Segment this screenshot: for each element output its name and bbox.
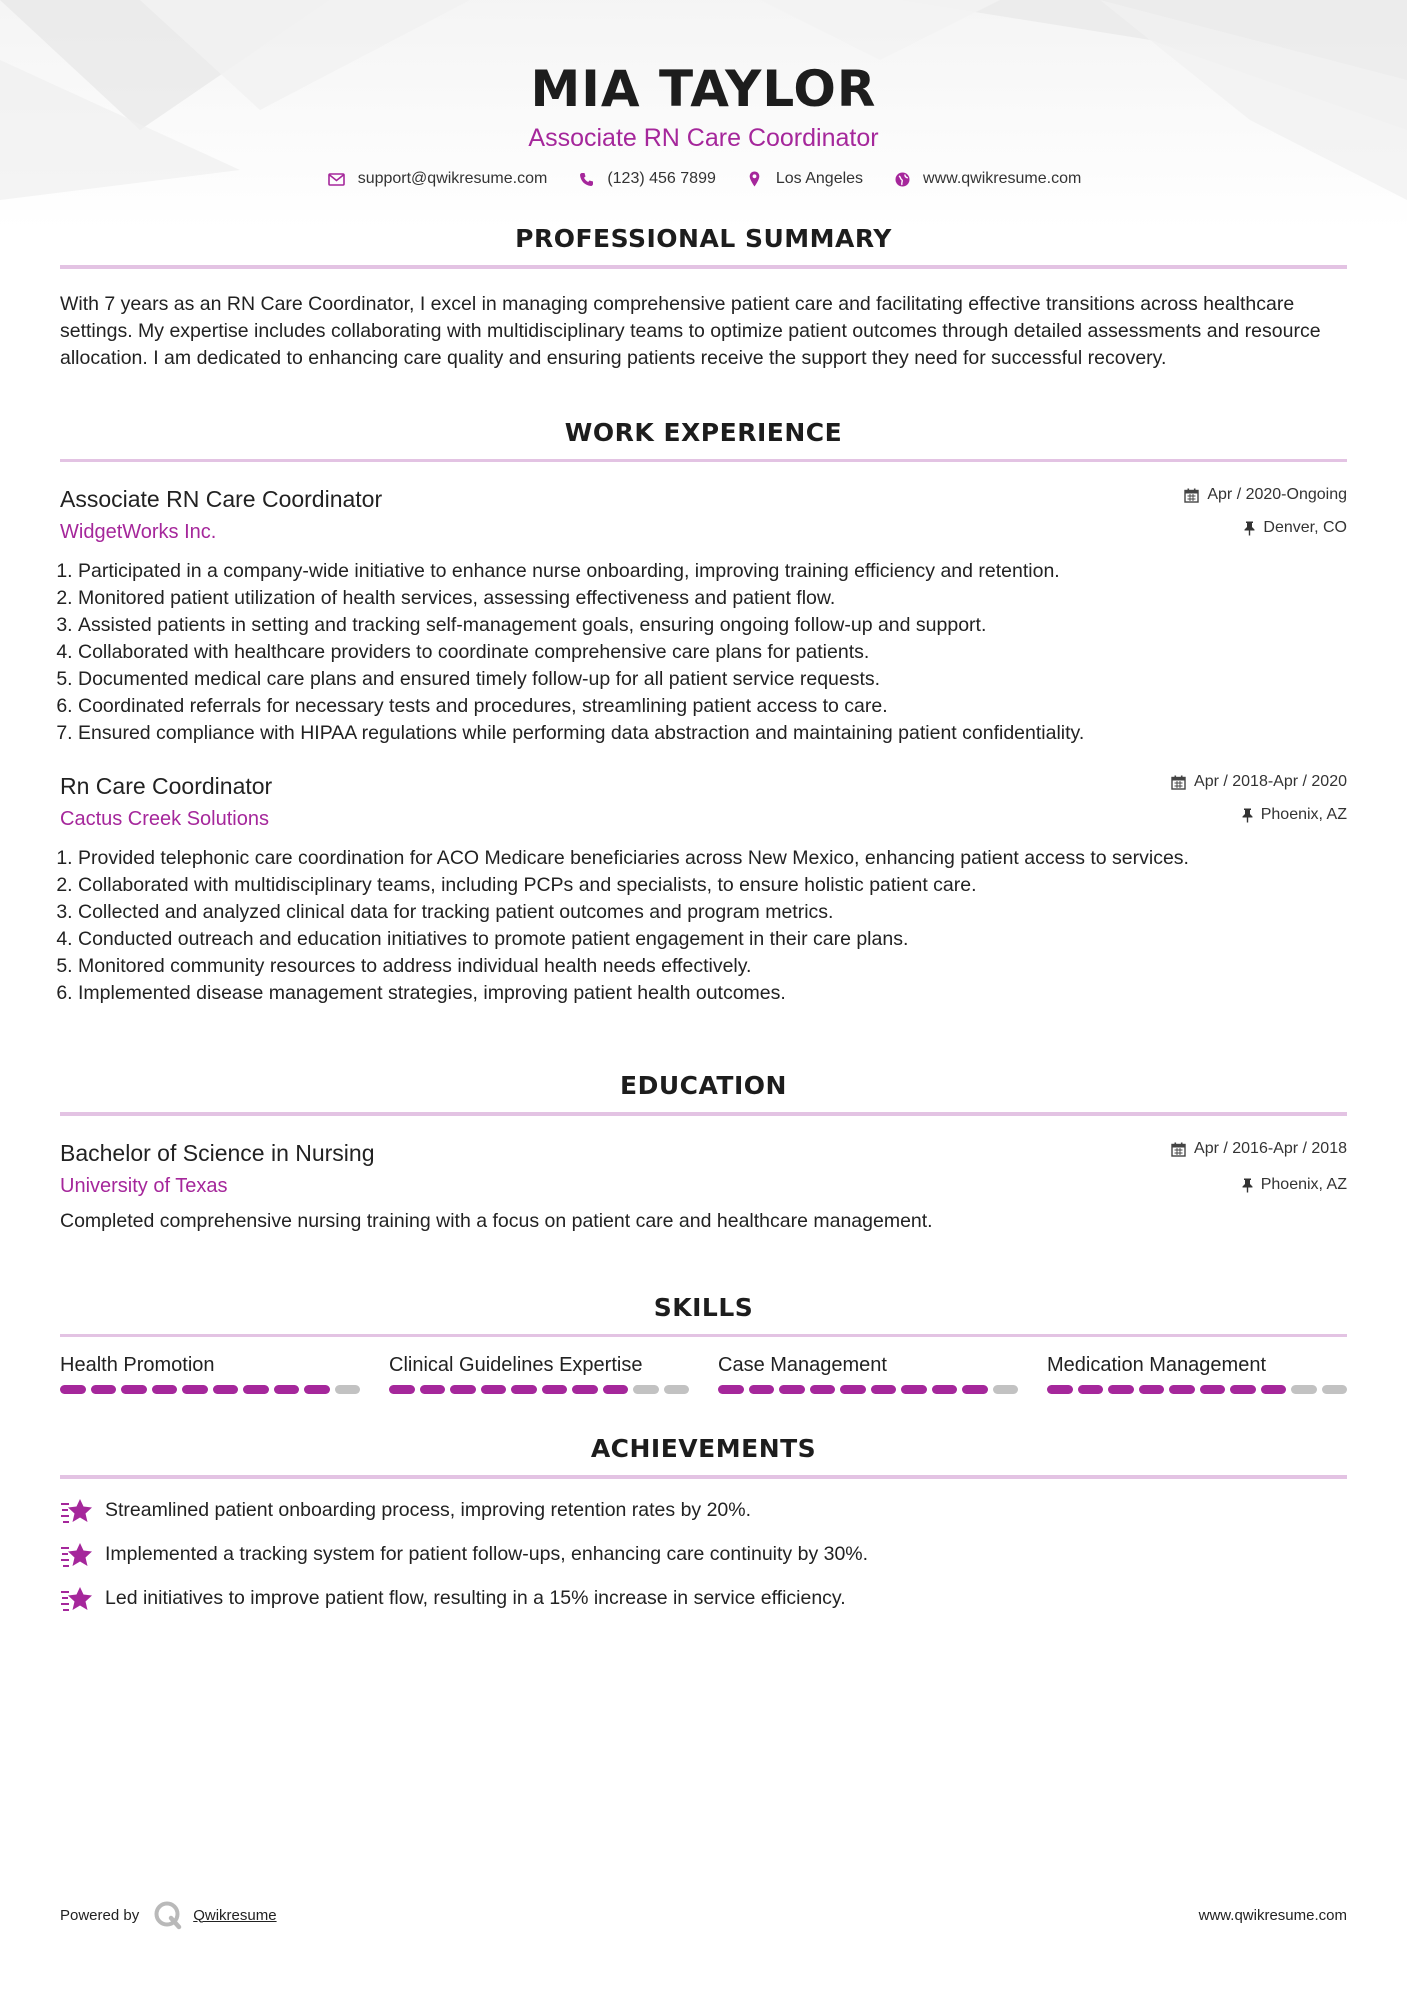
skill-level-segment xyxy=(1078,1385,1104,1394)
footer-website-link[interactable]: www.qwikresume.com xyxy=(1198,1906,1347,1924)
skill-level-segment xyxy=(1169,1385,1195,1394)
job-bullets xyxy=(60,845,1347,1007)
achievement-item xyxy=(60,1541,1347,1568)
job-company: Cactus Creek Solutions xyxy=(60,808,269,830)
section-divider xyxy=(60,265,1347,269)
brand-link[interactable]: Qwikresume xyxy=(193,1906,277,1924)
summary-section xyxy=(60,224,1347,372)
pushpin-icon xyxy=(1242,808,1253,823)
summary-text: With 7 years as an RN Care Coordinator, I excel in managing comprehensive patient care and facilitating effective transitions across healthcare settings. My expertise includes collaborating with multidisciplinary teams to optimize patient outcomes through detailed assessments and resource allocation. I am dedicated to enhancing care quality and ensuring patients receive the support they need for successful recovery. xyxy=(60,293,1321,369)
skill-level-segment xyxy=(511,1385,537,1394)
achievement-text: Implemented a tracking system for patient follow-ups, enhancing care continuity by 30%. xyxy=(105,1543,869,1565)
skill-level-segment xyxy=(1200,1385,1226,1394)
skill-level-segment xyxy=(243,1385,269,1394)
achievement-text: Led initiatives to improve patient flow, resulting in a 15% increase in service efficiency. xyxy=(105,1587,846,1609)
section-divider xyxy=(60,1475,1347,1479)
job-role: Associate RN Care Coordinator xyxy=(60,486,383,512)
skill-level-segment xyxy=(664,1385,690,1394)
contact-location xyxy=(744,170,863,188)
candidate-name: MIA TAYLOR xyxy=(530,60,877,118)
skill-level-meter xyxy=(718,1385,1018,1394)
calendar-icon xyxy=(1171,775,1186,790)
job-location: Denver, CO xyxy=(1263,519,1347,536)
skills-section xyxy=(60,1293,1347,1394)
degree: Bachelor of Science in Nursing xyxy=(60,1140,375,1166)
education-location: Phoenix, AZ xyxy=(1260,1176,1347,1193)
job-location: Phoenix, AZ xyxy=(1260,806,1347,823)
skill-level-segment xyxy=(962,1385,988,1394)
list-item: 6. Coordinated referrals for necessary tests and procedures, streamlining patient access to care. xyxy=(78,693,1347,720)
website-text[interactable]: www.qwikresume.com xyxy=(923,170,1082,187)
education-description: Completed comprehensive nursing training with a focus on patient care and healthcare management. xyxy=(60,1210,933,1232)
education-heading: EDUCATION xyxy=(620,1071,787,1100)
skill-name: Clinical Guidelines Expertise xyxy=(389,1354,643,1376)
skill-level-segment xyxy=(718,1385,744,1394)
skill-level-segment xyxy=(1261,1385,1287,1394)
skill-level-segment xyxy=(932,1385,958,1394)
star-icon xyxy=(60,1542,94,1568)
skill-level-segment xyxy=(274,1385,300,1394)
list-item: 4. Conducted outreach and education initiatives to promote patient engagement in their care plans. xyxy=(78,926,1347,953)
skill-level-segment xyxy=(1322,1385,1348,1394)
skill-name: Medication Management xyxy=(1047,1354,1267,1376)
skill-level-segment xyxy=(749,1385,775,1394)
summary-heading: PROFESSIONAL SUMMARY xyxy=(515,224,892,253)
skill-level-segment xyxy=(420,1385,446,1394)
contact-website[interactable] xyxy=(891,170,1081,188)
list-item: 2. Collaborated with multidisciplinary teams, including PCPs and specialists, to ensure holistic patient care. xyxy=(78,872,1347,899)
list-item: 3. Collected and analyzed clinical data for tracking patient outcomes and program metrics. xyxy=(78,899,1347,926)
skill-level-segment xyxy=(335,1385,361,1394)
skill-item xyxy=(718,1351,1018,1394)
skill-item xyxy=(1047,1351,1347,1394)
job-dates: Apr / 2020-Ongoing xyxy=(1207,486,1347,503)
skill-level-segment xyxy=(810,1385,836,1394)
job-bullets xyxy=(60,558,1347,747)
school: University of Texas xyxy=(60,1175,228,1197)
skill-item xyxy=(389,1351,689,1394)
skill-level-segment xyxy=(389,1385,415,1394)
contact-email[interactable] xyxy=(326,170,548,188)
list-item: 5. Monitored community resources to address individual health needs effectively. xyxy=(78,953,1347,980)
achievement-item xyxy=(60,1585,1347,1612)
skill-level-segment xyxy=(304,1385,330,1394)
skill-level-segment xyxy=(60,1385,86,1394)
experience-section xyxy=(60,418,1347,1007)
phone-icon xyxy=(575,172,597,187)
skill-level-segment xyxy=(1108,1385,1134,1394)
calendar-icon xyxy=(1184,488,1199,503)
skill-level-meter xyxy=(1047,1385,1347,1394)
skill-level-segment xyxy=(572,1385,598,1394)
contact-bar xyxy=(60,170,1347,188)
skill-level-segment xyxy=(152,1385,178,1394)
job-role: Rn Care Coordinator xyxy=(60,773,273,799)
education-dates: Apr / 2016-Apr / 2018 xyxy=(1194,1140,1347,1157)
pushpin-icon xyxy=(1242,1178,1253,1193)
skill-level-segment xyxy=(633,1385,659,1394)
globe-icon xyxy=(891,172,913,187)
job-entry xyxy=(60,771,1347,1007)
skill-level-segment xyxy=(213,1385,239,1394)
list-item: 3. Assisted patients in setting and tracking self-management goals, ensuring ongoing follow-up and support. xyxy=(78,612,1347,639)
skill-level-segment xyxy=(481,1385,507,1394)
envelope-icon xyxy=(326,173,348,186)
list-item: 2. Monitored patient utilization of health services, assessing effectiveness and patient flow. xyxy=(78,585,1347,612)
list-item: 7. Ensured compliance with HIPAA regulations while performing data abstraction and maintaining patient confidentiality. xyxy=(78,720,1347,747)
list-item: 5. Documented medical care plans and ensured timely follow-up for all patient service requests. xyxy=(78,666,1347,693)
section-divider xyxy=(60,1334,1347,1337)
list-item: 6. Implemented disease management strategies, improving patient health outcomes. xyxy=(78,980,1347,1007)
skill-level-meter xyxy=(389,1385,689,1394)
qwikresume-logo-icon xyxy=(153,1900,183,1930)
skill-level-segment xyxy=(993,1385,1019,1394)
pushpin-icon xyxy=(1244,521,1255,536)
skill-level-segment xyxy=(121,1385,147,1394)
skill-level-segment xyxy=(91,1385,117,1394)
skill-level-segment xyxy=(1047,1385,1073,1394)
skill-level-segment xyxy=(1291,1385,1317,1394)
skills-heading: SKILLS xyxy=(653,1293,754,1322)
skill-level-segment xyxy=(603,1385,629,1394)
location-text: Los Angeles xyxy=(775,170,864,187)
list-item: 1. Participated in a company-wide initiative to enhance nurse onboarding, improving training efficiency and retention. xyxy=(78,558,1347,585)
skill-name: Health Promotion xyxy=(60,1354,215,1376)
star-icon xyxy=(60,1498,94,1524)
list-item: 1. Provided telephonic care coordination for ACO Medicare beneficiaries across New Mexico, enhancing patient access to services. xyxy=(78,845,1347,872)
calendar-icon xyxy=(1171,1142,1186,1157)
contact-phone[interactable] xyxy=(575,170,716,188)
skill-level-segment xyxy=(779,1385,805,1394)
map-pin-icon xyxy=(744,171,766,187)
education-entry xyxy=(60,1138,1347,1235)
achievements-section xyxy=(60,1434,1347,1612)
achievements-heading: ACHIEVEMENTS xyxy=(590,1434,817,1463)
job-dates: Apr / 2018-Apr / 2020 xyxy=(1194,773,1347,790)
achievement-text: Streamlined patient onboarding process, improving retention rates by 20%. xyxy=(105,1499,752,1521)
skill-item xyxy=(60,1351,360,1394)
experience-heading: WORK EXPERIENCE xyxy=(564,418,843,447)
skill-name: Case Management xyxy=(718,1354,887,1376)
list-item: 4. Collaborated with healthcare providers to coordinate comprehensive care plans for patients. xyxy=(78,639,1347,666)
phone-text[interactable]: (123) 456 7899 xyxy=(607,170,716,187)
skill-level-segment xyxy=(840,1385,866,1394)
section-divider xyxy=(60,1112,1347,1116)
page-footer xyxy=(60,1900,1347,1930)
resume-header xyxy=(60,0,1347,188)
email-text[interactable]: support@qwikresume.com xyxy=(357,170,548,187)
achievement-item xyxy=(60,1497,1347,1524)
job-company: WidgetWorks Inc. xyxy=(60,521,217,543)
powered-by-label: Powered by xyxy=(60,1906,140,1924)
candidate-title: Associate RN Care Coordinator xyxy=(528,124,879,152)
skill-level-segment xyxy=(1230,1385,1256,1394)
star-icon xyxy=(60,1586,94,1612)
skill-level-segment xyxy=(901,1385,927,1394)
job-entry xyxy=(60,484,1347,747)
skill-level-meter xyxy=(60,1385,360,1394)
skill-level-segment xyxy=(871,1385,897,1394)
education-section xyxy=(60,1071,1347,1235)
skill-level-segment xyxy=(450,1385,476,1394)
skill-level-segment xyxy=(182,1385,208,1394)
skill-level-segment xyxy=(1139,1385,1165,1394)
skill-level-segment xyxy=(542,1385,568,1394)
section-divider xyxy=(60,459,1347,462)
